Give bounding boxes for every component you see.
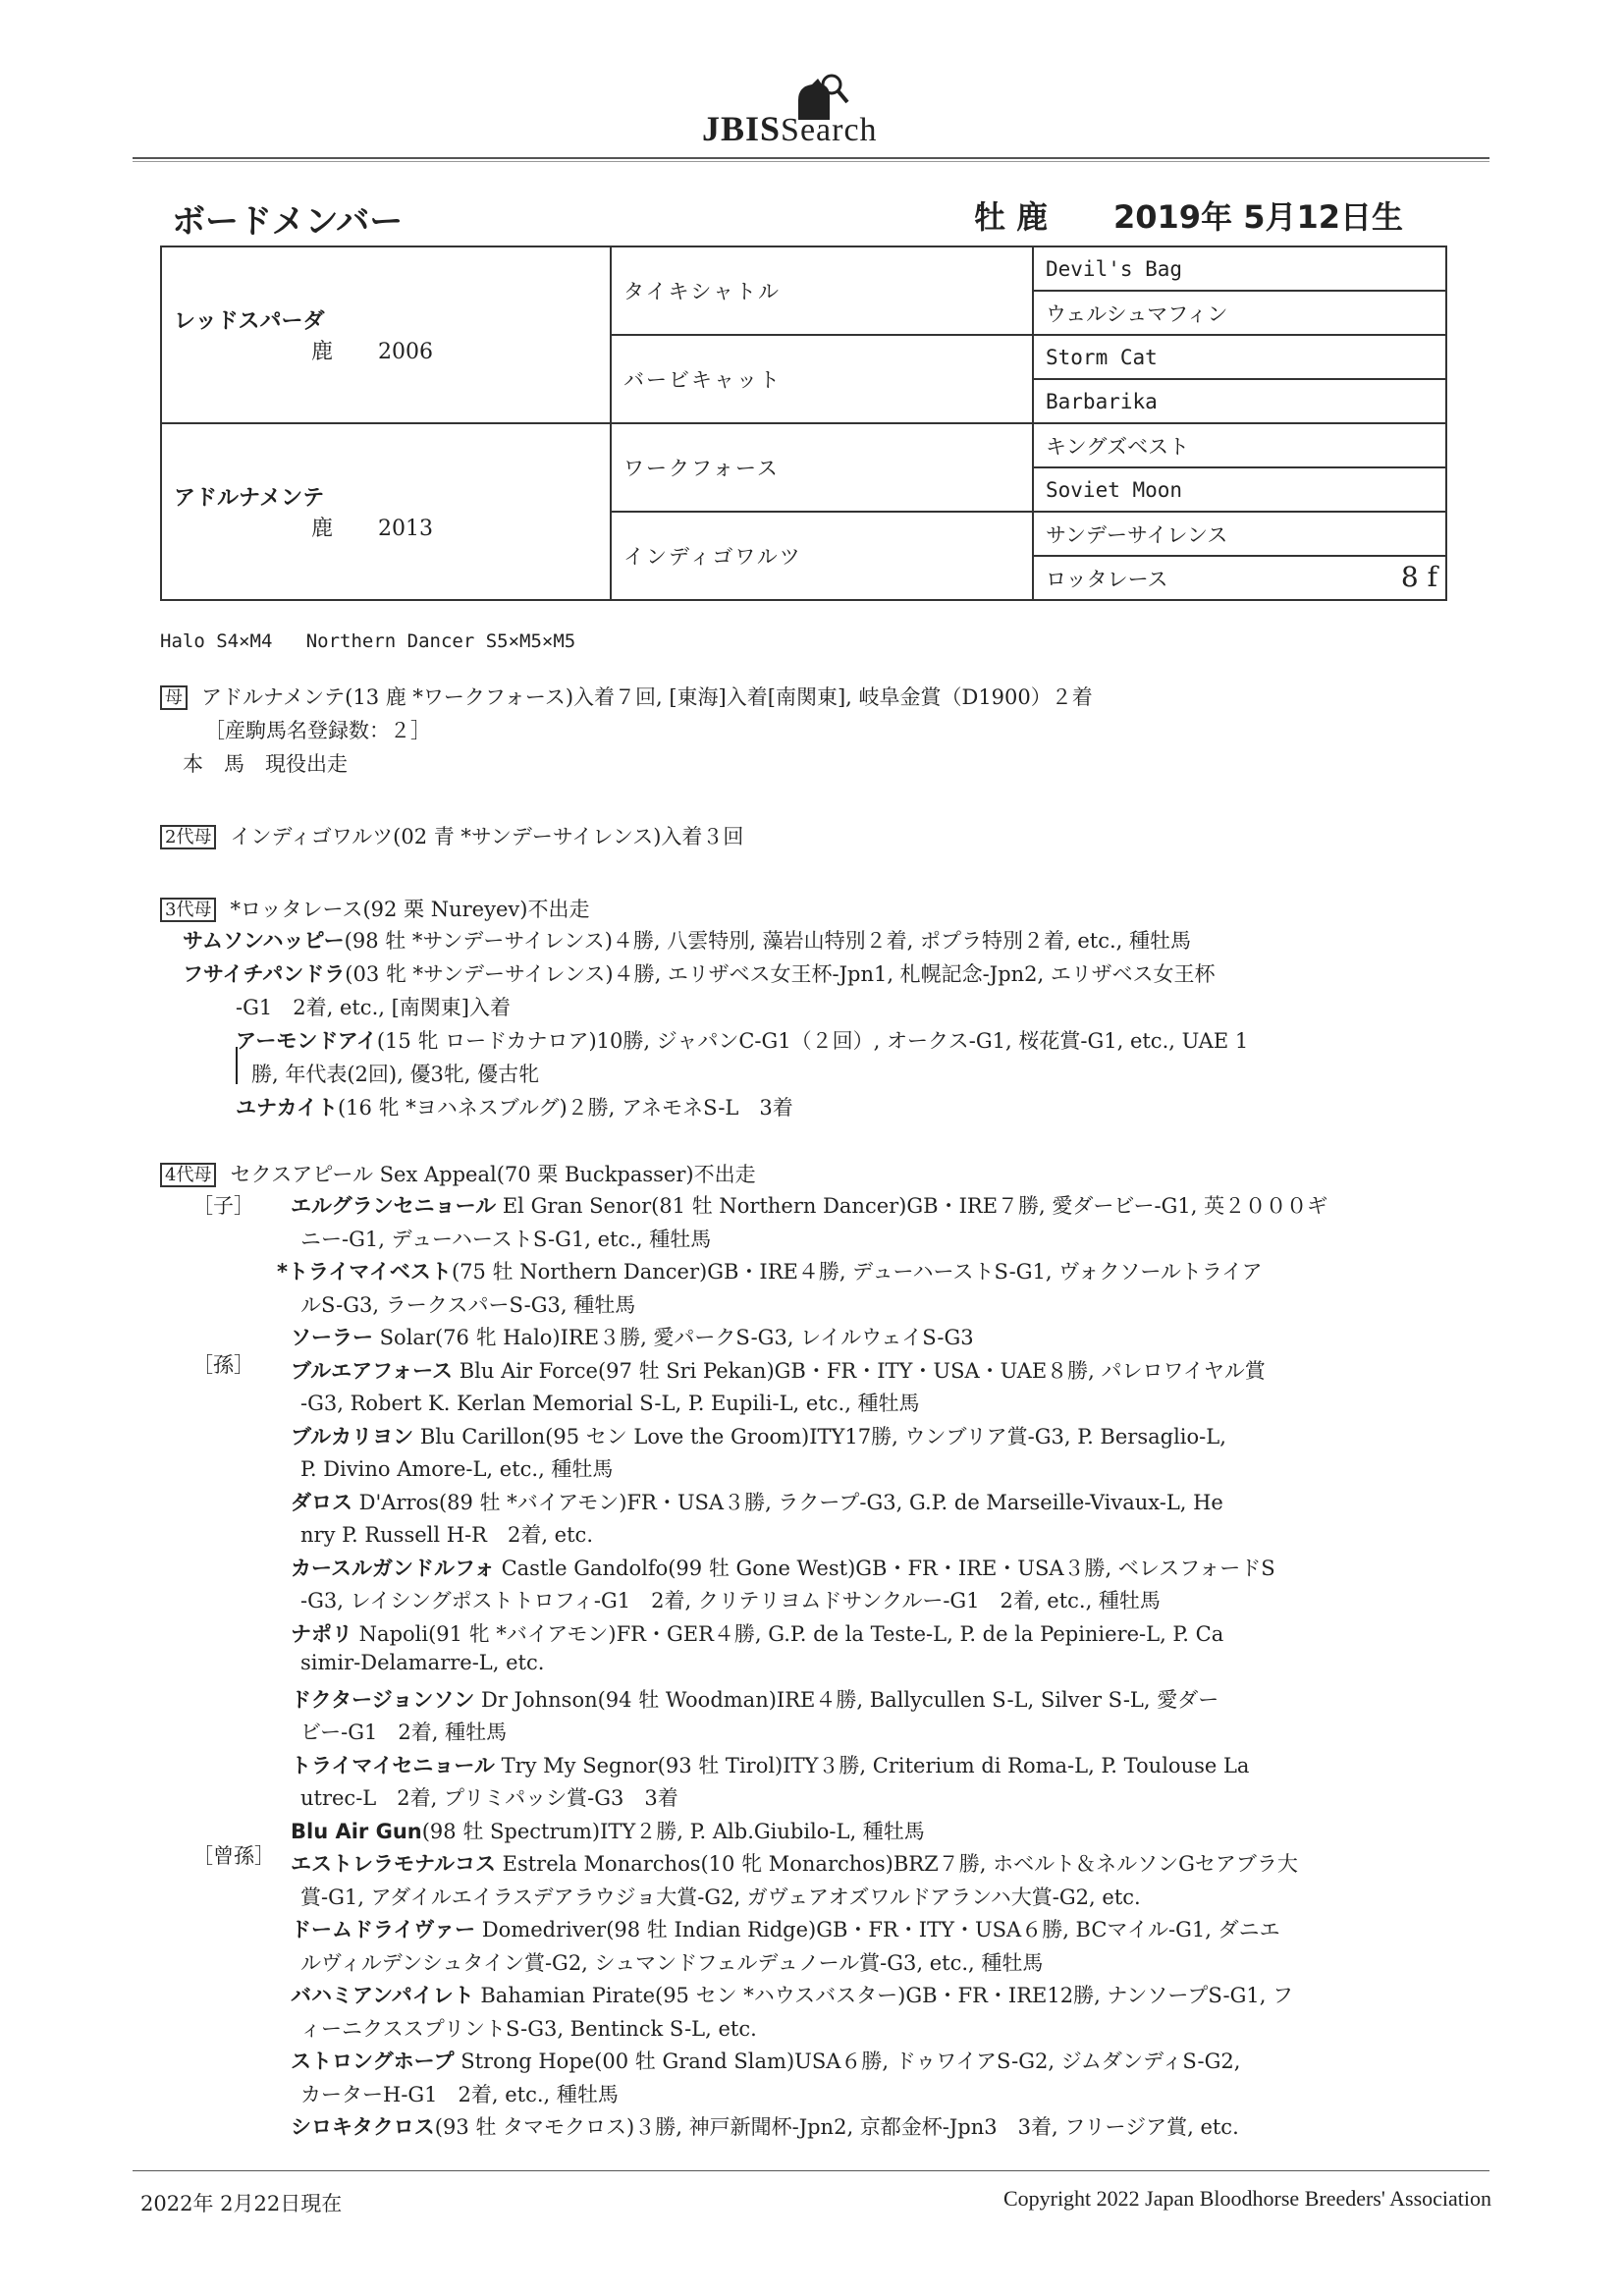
progeny-text: ルS-G3, ラークスパーS-G3, 種牡馬	[300, 1293, 636, 1317]
logo-word: Search	[781, 112, 878, 148]
progeny-text: ビー-G1 2着, 種牡馬	[300, 1721, 508, 1744]
dam-name: アドルナメンテ	[174, 486, 325, 511]
birth-date: 2019年 5月12日生	[1113, 198, 1404, 236]
footer-rule	[133, 2170, 1489, 2171]
progeny-name: ダロス	[291, 1491, 352, 1514]
progeny-line	[291, 1848, 1298, 1878]
g4-line	[160, 1159, 756, 1188]
progeny-line	[291, 1684, 1218, 1714]
g4-text: セクスアピール Sex Appeal(70 栗 Buckpasser)不出走	[230, 1163, 756, 1186]
progeny-text: P. Divino Amore-L, etc., 種牡馬	[300, 1457, 614, 1481]
progeny-name: ブルカリヨン	[291, 1425, 414, 1449]
progeny-name: ドクタージョンソン	[291, 1688, 475, 1712]
g2-cell: インディゴワルツ	[611, 512, 1033, 600]
inbreeding-line: Halo S4×M4 Northern Dancer S5×M5×M5	[160, 630, 576, 652]
header-rule	[133, 157, 1489, 159]
progeny-text: ニー-G1, デューハーストS-G1, etc., 種牡馬	[300, 1228, 712, 1251]
g2-cell: タイキシャトル	[611, 246, 1033, 335]
progeny-line	[277, 1256, 1263, 1285]
progeny-name: ソーラー	[291, 1326, 373, 1349]
copyright: Copyright 2022 Japan Bloodhorse Breeders' Association	[1002, 2186, 1491, 2211]
progeny-line	[291, 1322, 974, 1351]
progeny-line	[291, 1750, 1249, 1779]
jbis-search-logo	[702, 77, 938, 155]
progeny-line	[300, 1388, 920, 1417]
as-of-date: 2022年 2月22日現在	[140, 2192, 343, 2215]
progeny-text: -G1 2着, etc., [南関東]入着	[236, 996, 511, 1019]
logo-brand: JBIS	[702, 109, 782, 148]
progeny-text: Domedriver(98 牡 Indian Ridge)GB・FR・ITY・USA６勝, BCマイル-G1, ダニエ	[475, 1918, 1280, 1941]
sire-color: 鹿	[311, 340, 334, 364]
progeny-text: D'Arros(89 牡 *バイアモン)FR・USA３勝, ラクープ-G3, G.P. de Marseille-Vivaux-L, He	[352, 1491, 1223, 1514]
g3-cell: Soviet Moon	[1033, 467, 1446, 512]
progeny-name: ドームドライヴァー	[291, 1918, 476, 1941]
sire-name: レッドスパーダ	[174, 309, 325, 334]
g2-cell: ワークフォース	[611, 423, 1033, 512]
progeny-text: El Gran Senor(81 牡 Northern Dancer)GB・IRE７勝, 愛ダービー-G1, 英２０００ギ	[496, 1194, 1328, 1218]
horse-name: ボードメンバー	[172, 202, 404, 242]
progeny-line	[300, 1651, 544, 1674]
progeny-name: カースルガンドルフォ	[291, 1557, 495, 1580]
progeny-line	[291, 1553, 1275, 1582]
header-rule-thin	[133, 161, 1489, 162]
dam-self: 本 馬 現役出走	[183, 752, 348, 776]
progeny-name: シロキタクロス	[291, 2115, 435, 2139]
sire-cell	[161, 246, 611, 423]
progeny-line	[291, 1980, 1293, 2009]
progeny-text: Napoli(91 牝 *バイアモン)FR・GER４勝, G.P. de la Teste-L, P. de la Pepiniere-L, P. Ca	[352, 1622, 1224, 1646]
progeny-text: (15 牝 ロードカナロア)10勝, ジャパンC-G1（２回）, オークス-G1, 桜花賞-G1, etc., UAE 1	[376, 1029, 1249, 1053]
logo-text	[702, 108, 878, 149]
progeny-line	[183, 958, 1215, 988]
progeny-text: Castle Gandolfo(99 牡 Gone West)GB・FR・IRE・USA３勝, ベレスフォードS	[494, 1557, 1275, 1580]
progeny-line	[300, 1782, 678, 1812]
progeny-line	[300, 1717, 507, 1746]
g2-line	[160, 821, 743, 850]
progeny-line	[291, 2111, 1239, 2141]
g3-cell: サンデーサイレンス	[1033, 512, 1446, 556]
progeny-text: Solar(76 牝 Halo)IRE３勝, 愛パークS-G3, レイルウェイS-G3	[373, 1326, 974, 1349]
progeny-text: utrec-L 2着, プリミパッシ賞-G3 3着	[300, 1786, 678, 1810]
progeny-text: (16 牝 *ヨハネスブルグ)２勝, アネモネS-L 3着	[337, 1096, 793, 1120]
progeny-text: Strong Hope(00 牡 Grand Slam)USA６勝, ドゥワイアS-G2, ジムダンディS-G2,	[454, 2050, 1241, 2073]
g3-name: ロッタレース	[1046, 567, 1168, 591]
progeny-text: (75 牡 Northern Dancer)GB・IRE４勝, デューハーストS-G1, ヴォクソールトライア	[451, 1260, 1263, 1284]
progeny-name: ナポリ	[291, 1622, 352, 1646]
dam-line	[160, 682, 1093, 711]
progeny-text: (93 牡 タマモクロス)３勝, 神戸新聞杯-Jpn2, 京都金杯-Jpn3 3着, フリージア賞, etc.	[434, 2115, 1239, 2139]
family-number: 8 f	[1400, 561, 1437, 593]
label-great-grandchild: ［曾孫］	[192, 1844, 275, 1868]
progeny-text: ィーニクススプリントS-G3, Bentinck S-L, etc.	[300, 2017, 757, 2041]
g3-tag: 3代母	[160, 898, 216, 922]
progeny-text: -G3, Robert K. Kerlan Memorial S-L, P. Eupili-L, etc., 種牡馬	[300, 1392, 920, 1415]
progeny-text: (03 牝 *サンデーサイレンス)４勝, エリザベス女王杯-Jpn1, 札幌記念-Jpn2, エリザベス女王杯	[345, 962, 1216, 986]
progeny-line	[291, 1487, 1223, 1516]
progeny-line	[291, 1816, 925, 1845]
progeny-name: サムソンハッピー	[183, 929, 345, 953]
progeny-text: simir-Delamarre-L, etc.	[300, 1651, 545, 1674]
dam-year: 2013	[378, 517, 434, 541]
progeny-text: ルヴィルデンシュタイン賞-G2, シュマンドフェルデュノール賞-G3, etc., 種牡馬	[300, 1951, 1044, 1975]
progeny-name: エストレラモナルコス	[291, 1852, 496, 1876]
progeny-line	[300, 2013, 757, 2043]
progeny-name: ユナカイト	[236, 1096, 338, 1120]
label-child: ［子］	[192, 1194, 254, 1218]
progeny-line	[291, 2046, 1240, 2075]
progeny-text: (98 牡 Spectrum)ITY２勝, P. Alb.Giubilo-L, 種牡馬	[421, 1820, 925, 1843]
progeny-text: Estrela Monarchos(10 牝 Monarchos)BRZ７勝, ホベルト＆ネルソンGセアブラ大	[495, 1852, 1298, 1876]
dam-tag: 母	[160, 685, 188, 710]
g3-cell: Storm Cat	[1033, 335, 1446, 379]
sire-year: 2006	[378, 340, 434, 364]
g4-tag: 4代母	[160, 1163, 216, 1187]
dam-text: アドルナメンテ(13 鹿 *ワークフォース)入着７回, [東海]入着[南関東], 岐阜金賞（D1900）２着	[201, 685, 1093, 709]
progeny-name: ブルエアフォース	[291, 1359, 454, 1383]
g3-cell: Barbarika	[1033, 379, 1446, 423]
sex-color: 牡 鹿	[974, 198, 1049, 236]
g3-cell	[1033, 556, 1446, 600]
progeny-name: バハミアンパイレト	[291, 1984, 474, 2007]
progeny-line	[236, 1092, 793, 1121]
progeny-text: -G3, レイシングポストトロフィ-G1 2着, クリテリヨムドサンクルー-G1 2着, etc., 種牡馬	[300, 1589, 1161, 1613]
progeny-line	[300, 1947, 1043, 1977]
progeny-line	[300, 1585, 1161, 1614]
progeny-line	[291, 1618, 1223, 1648]
progeny-line	[300, 1453, 613, 1483]
progeny-line	[300, 1289, 635, 1319]
progeny-text: Blu Carillon(95 セン Love the Groom)ITY17勝, ウンブリア賞-G3, P. Bersaglio-L,	[413, 1425, 1226, 1449]
progeny-line	[183, 925, 1191, 955]
pedigree-table	[160, 246, 1447, 601]
progeny-line	[251, 1059, 539, 1088]
horse-info	[974, 192, 1403, 238]
label-grandchild: ［孫］	[192, 1353, 254, 1377]
g2-cell: バービキャット	[611, 335, 1033, 423]
progeny-line	[300, 1519, 593, 1549]
progeny-text: カーターH-G1 2着, etc., 種牡馬	[300, 2083, 619, 2106]
progeny-line	[300, 2079, 619, 2108]
progeny-name: アーモンドアイ	[236, 1029, 377, 1053]
progeny-name: *トライマイベスト	[277, 1260, 452, 1284]
progeny-name: トライマイセニョール	[291, 1754, 495, 1777]
dam-reg: ［産駒馬名登録数：２］	[204, 719, 431, 742]
g2-tag: 2代母	[160, 825, 216, 849]
g3-line	[160, 894, 589, 923]
progeny-name: Blu Air Gun	[291, 1820, 422, 1843]
g3-cell: Devil's Bag	[1033, 246, 1446, 291]
progeny-line	[300, 1882, 1141, 1911]
g2-text: インディゴワルツ(02 青 *サンデーサイレンス)入着３回	[230, 825, 744, 848]
progeny-text: 賞-G1, アダイルエイラスデアラウジョ大賞-G2, ガヴェアオズワルドアランハ大賞-G2, etc.	[300, 1886, 1141, 1909]
progeny-text: Bahamian Pirate(95 セン *ハウスバスター)GB・FR・IRE12勝, ナンソープS-G1, フ	[473, 1984, 1294, 2007]
descent-bar	[236, 1047, 238, 1084]
progeny-line	[236, 1025, 1248, 1055]
progeny-line	[291, 1914, 1280, 1943]
progeny-name: ストロングホープ	[291, 2050, 455, 2073]
g3-text: *ロッタレース(92 栗 Nureyev)不出走	[230, 898, 590, 921]
progeny-text: Blu Air Force(97 牡 Sri Pekan)GB・FR・ITY・USA・UAE８勝, パレロワイヤル賞	[453, 1359, 1266, 1383]
progeny-text: Dr Johnson(94 牡 Woodman)IRE４勝, Ballycullen S-L, Silver S-L, 愛ダー	[474, 1688, 1219, 1712]
progeny-line	[291, 1421, 1226, 1450]
progeny-text: Try My Segnor(93 牡 Tirol)ITY３勝, Criterium di Roma-L, P. Toulouse La	[494, 1754, 1250, 1777]
dam-color: 鹿	[311, 517, 334, 541]
progeny-text: (98 牡 *サンデーサイレンス)４勝, 八雲特別, 藻岩山特別２着, ポプラ特別２着, etc., 種牡馬	[344, 929, 1191, 953]
progeny-line	[236, 992, 511, 1021]
g3-cell: キングズベスト	[1033, 423, 1446, 467]
progeny-name: フサイチパンドラ	[183, 962, 346, 986]
progeny-line	[291, 1190, 1327, 1220]
g3-cell: ウェルシュマフィン	[1033, 291, 1446, 335]
progeny-text: 勝, 年代表(2回), 優3牝, 優古牝	[251, 1063, 540, 1086]
progeny-line	[291, 1355, 1266, 1385]
progeny-name: エルグランセニョール	[291, 1194, 497, 1218]
progeny-line	[300, 1224, 711, 1253]
progeny-text: nry P. Russell H-R 2着, etc.	[300, 1523, 593, 1547]
dam-cell	[161, 423, 611, 600]
